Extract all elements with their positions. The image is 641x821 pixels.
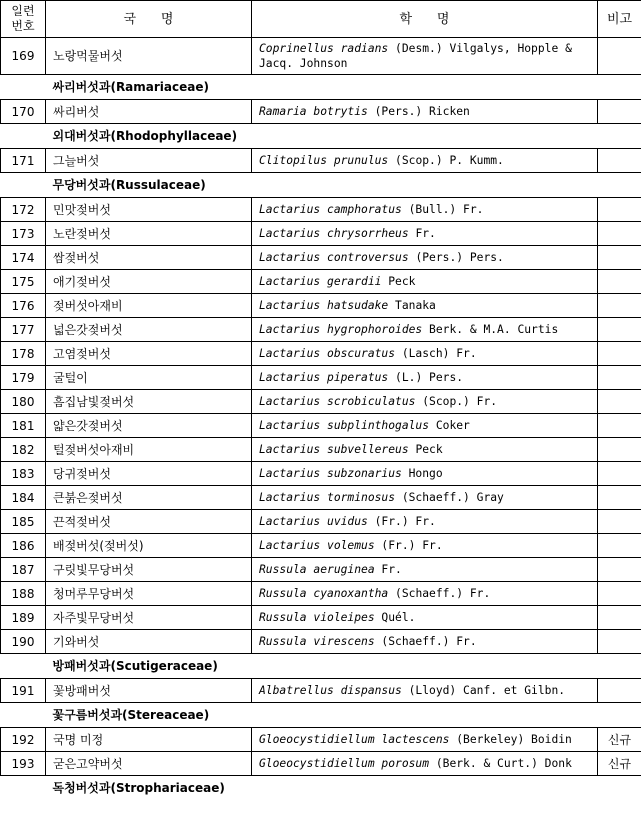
- family-heading-row: [1, 75, 641, 100]
- serial-number: 181: [1, 414, 46, 438]
- scientific-authority: (Berkeley) Boidin: [449, 733, 572, 746]
- scientific-authority: Peck: [408, 443, 443, 456]
- table-row: [1, 534, 641, 558]
- table-row: [1, 679, 641, 703]
- serial-number: 184: [1, 486, 46, 510]
- serial-number: 187: [1, 558, 46, 582]
- serial-number: 176: [1, 294, 46, 318]
- scientific-binomial: Lactarius volemus: [259, 539, 375, 552]
- scientific-binomial: Ramaria botrytis: [259, 105, 368, 118]
- serial-number: 188: [1, 582, 46, 606]
- serial-number: 175: [1, 270, 46, 294]
- table-row: [1, 294, 641, 318]
- serial-number: 180: [1, 390, 46, 414]
- korean-name: 구릿빛무당버섯: [46, 558, 252, 582]
- scientific-binomial: Lactarius subvellereus: [259, 443, 409, 456]
- serial-number: 191: [1, 679, 46, 703]
- scientific-binomial: Russula virescens: [259, 635, 375, 648]
- scientific-binomial: Clitopilus prunulus: [259, 154, 389, 167]
- family-name: 무당버섯과(Russulaceae): [52, 178, 206, 192]
- remarks: [598, 486, 641, 510]
- table-row: [1, 222, 641, 246]
- table-row: [1, 366, 641, 390]
- family-name: 방패버섯과(Scutigeraceae): [52, 659, 218, 673]
- family-heading-row: [1, 124, 641, 149]
- family-blank-cell: [1, 776, 46, 801]
- scientific-name: [252, 728, 598, 752]
- table-row: [1, 486, 641, 510]
- family-name: 싸리버섯과(Ramariaceae): [52, 80, 209, 94]
- family-heading-row: [1, 173, 641, 198]
- serial-number: 192: [1, 728, 46, 752]
- remarks: [598, 582, 641, 606]
- serial-number: 193: [1, 752, 46, 776]
- korean-name: 젖버섯아재비: [46, 294, 252, 318]
- scientific-binomial: Albatrellus dispansus: [259, 684, 402, 697]
- scientific-name: [252, 390, 598, 414]
- scientific-binomial: Lactarius subzonarius: [259, 467, 402, 480]
- remarks: [598, 462, 641, 486]
- korean-name: 고염젖버섯: [46, 342, 252, 366]
- scientific-name: [252, 246, 598, 270]
- table-row: [1, 438, 641, 462]
- scientific-name: [252, 222, 598, 246]
- scientific-name: [252, 630, 598, 654]
- scientific-binomial: Lactarius uvidus: [259, 515, 368, 528]
- scientific-name: [252, 38, 598, 75]
- remarks: [598, 222, 641, 246]
- table-row: [1, 198, 641, 222]
- scientific-authority: (Scop.) P. Kumm.: [388, 154, 504, 167]
- remarks: [598, 534, 641, 558]
- remarks: [598, 198, 641, 222]
- serial-number: 186: [1, 534, 46, 558]
- family-blank-cell: [1, 124, 46, 149]
- korean-name: 그늘버섯: [46, 149, 252, 173]
- remarks: [598, 606, 641, 630]
- scientific-authority: Tanaka: [388, 299, 436, 312]
- scientific-authority: (Fr.) Fr.: [374, 539, 443, 552]
- scientific-name: [252, 294, 598, 318]
- serial-number: 182: [1, 438, 46, 462]
- header-serial-line2: 번호: [11, 19, 35, 33]
- scientific-name: [252, 486, 598, 510]
- remarks: [598, 510, 641, 534]
- table-row: [1, 462, 641, 486]
- table-row: [1, 510, 641, 534]
- table-header-row: [1, 1, 641, 38]
- table-row: [1, 752, 641, 776]
- scientific-name: [252, 558, 598, 582]
- scientific-name: [252, 534, 598, 558]
- serial-number: 183: [1, 462, 46, 486]
- scientific-authority: Peck: [381, 275, 416, 288]
- scientific-authority: Hongo: [401, 467, 443, 480]
- scientific-name: [252, 414, 598, 438]
- scientific-authority: Fr.: [374, 563, 402, 576]
- scientific-authority: Berk. & M.A. Curtis: [422, 323, 559, 336]
- remarks: [598, 630, 641, 654]
- remarks: [598, 149, 641, 173]
- family-blank-cell: [1, 173, 46, 198]
- scientific-name: [252, 198, 598, 222]
- scientific-binomial: Gloeocystidiellum lactescens: [259, 733, 450, 746]
- table-row: [1, 606, 641, 630]
- scientific-authority: (Lloyd) Canf. et Gilbn.: [401, 684, 566, 697]
- korean-name: 끈적젖버섯: [46, 510, 252, 534]
- remarks: [598, 414, 641, 438]
- remarks: [598, 318, 641, 342]
- korean-name: 배젖버섯(젖버섯): [46, 534, 252, 558]
- scientific-name: [252, 438, 598, 462]
- scientific-authority: (L.) Pers.: [388, 371, 464, 384]
- scientific-authority: Fr.: [408, 227, 436, 240]
- korean-name: 꽃방패버섯: [46, 679, 252, 703]
- table-row: [1, 558, 641, 582]
- korean-name: 노란젖버섯: [46, 222, 252, 246]
- korean-name: 흠집남빛젖버섯: [46, 390, 252, 414]
- remarks: [598, 366, 641, 390]
- remarks: [598, 270, 641, 294]
- scientific-name: [252, 679, 598, 703]
- serial-number: 172: [1, 198, 46, 222]
- scientific-name: [252, 270, 598, 294]
- family-blank-cell: [1, 75, 46, 100]
- scientific-authority: (Desm.) Vilgalys, Hopple & Jacq. Johnson: [259, 42, 579, 70]
- korean-name: 자주빛무당버섯: [46, 606, 252, 630]
- scientific-authority: Coker: [429, 419, 470, 432]
- korean-name: 노랑먹물버섯: [46, 38, 252, 75]
- scientific-binomial: Lactarius hatsudake: [259, 299, 389, 312]
- korean-name: 굴털이: [46, 366, 252, 390]
- remarks: [598, 342, 641, 366]
- serial-number: 190: [1, 630, 46, 654]
- scientific-name: [252, 582, 598, 606]
- scientific-binomial: Russula cyanoxantha: [259, 587, 389, 600]
- family-blank-cell: [1, 654, 46, 679]
- serial-number: 174: [1, 246, 46, 270]
- family-blank-cell: [1, 703, 46, 728]
- table-row: [1, 270, 641, 294]
- serial-number: 169: [1, 38, 46, 75]
- scientific-name: [252, 366, 598, 390]
- korean-name: 넓은갓젖버섯: [46, 318, 252, 342]
- serial-number: 173: [1, 222, 46, 246]
- korean-name: 굳은고약버섯: [46, 752, 252, 776]
- scientific-authority: (Fr.) Fr.: [367, 515, 436, 528]
- scientific-name: [252, 318, 598, 342]
- scientific-authority: (Schaeff.) Gray: [395, 491, 504, 504]
- serial-number: 170: [1, 100, 46, 124]
- scientific-authority: (Pers.) Pers.: [408, 251, 504, 264]
- scientific-authority: Quél.: [374, 611, 416, 624]
- scientific-binomial: Russula aeruginea: [259, 563, 375, 576]
- scientific-authority: (Berk. & Curt.) Donk: [429, 757, 572, 770]
- serial-number: 171: [1, 149, 46, 173]
- table-row: [1, 246, 641, 270]
- scientific-name: [252, 342, 598, 366]
- remarks: [598, 679, 641, 703]
- scientific-authority: (Scop.) Fr.: [415, 395, 498, 408]
- korean-name: 얇은갓젖버섯: [46, 414, 252, 438]
- scientific-binomial: Lactarius piperatus: [259, 371, 389, 384]
- remarks: [598, 558, 641, 582]
- scientific-name: [252, 462, 598, 486]
- scientific-binomial: Coprinellus radians: [259, 42, 389, 55]
- scientific-binomial: Gloeocystidiellum porosum: [259, 757, 430, 770]
- serial-number: 178: [1, 342, 46, 366]
- table-row: [1, 630, 641, 654]
- korean-name: 국명 미정: [46, 728, 252, 752]
- korean-name: 청머루무당버섯: [46, 582, 252, 606]
- header-remarks: 비고: [598, 1, 641, 38]
- header-scientific-name: 학 명: [252, 1, 598, 38]
- scientific-binomial: Lactarius obscuratus: [259, 347, 396, 360]
- scientific-binomial: Russula violeipes: [259, 611, 375, 624]
- korean-name: 쌈젖버섯: [46, 246, 252, 270]
- remarks: 신규: [598, 728, 641, 752]
- scientific-binomial: Lactarius chrysorrheus: [259, 227, 409, 240]
- scientific-authority: (Lasch) Fr.: [395, 347, 477, 360]
- remarks: [598, 100, 641, 124]
- table-row: [1, 728, 641, 752]
- table-row: [1, 390, 641, 414]
- scientific-name: [252, 149, 598, 173]
- family-heading-row: [1, 776, 641, 801]
- serial-number: 177: [1, 318, 46, 342]
- table-row: [1, 414, 641, 438]
- korean-name: 민맛젖버섯: [46, 198, 252, 222]
- family-name: 독청버섯과(Strophariaceae): [52, 781, 225, 795]
- scientific-binomial: Lactarius scrobiculatus: [259, 395, 416, 408]
- family-name: 외대버섯과(Rhodophyllaceae): [52, 129, 238, 143]
- scientific-name: [252, 606, 598, 630]
- remarks: [598, 246, 641, 270]
- serial-number: 185: [1, 510, 46, 534]
- korean-name: 큰붉은젖버섯: [46, 486, 252, 510]
- korean-name: 기와버섯: [46, 630, 252, 654]
- table-row: [1, 149, 641, 173]
- family-heading-row: [1, 654, 641, 679]
- scientific-authority: (Schaeff.) Fr.: [374, 635, 477, 648]
- family-name: 꽃구름버섯과(Stereaceae): [52, 708, 210, 722]
- scientific-binomial: Lactarius camphoratus: [259, 203, 402, 216]
- scientific-binomial: Lactarius hygrophoroides: [259, 323, 423, 336]
- header-serial-number: [1, 1, 46, 38]
- table-row: [1, 38, 641, 75]
- korean-name: 싸리버섯: [46, 100, 252, 124]
- scientific-binomial: Lactarius gerardii: [259, 275, 382, 288]
- serial-number: 179: [1, 366, 46, 390]
- scientific-name: [252, 100, 598, 124]
- scientific-name: [252, 510, 598, 534]
- korean-name: 털젖버섯아재비: [46, 438, 252, 462]
- scientific-name: [252, 752, 598, 776]
- remarks: 신규: [598, 752, 641, 776]
- scientific-authority: (Schaeff.) Fr.: [388, 587, 491, 600]
- remarks: [598, 390, 641, 414]
- korean-name: 애기젖버섯: [46, 270, 252, 294]
- scientific-authority: (Pers.) Ricken: [367, 105, 470, 118]
- remarks: [598, 38, 641, 75]
- serial-number: 189: [1, 606, 46, 630]
- table-row: [1, 582, 641, 606]
- table-row: [1, 342, 641, 366]
- korean-name: 당귀젖버섯: [46, 462, 252, 486]
- remarks: [598, 294, 641, 318]
- family-heading-row: [1, 703, 641, 728]
- header-serial-line1: 일련: [11, 4, 35, 18]
- scientific-binomial: Lactarius controversus: [259, 251, 409, 264]
- remarks: [598, 438, 641, 462]
- table-row: [1, 318, 641, 342]
- scientific-binomial: Lactarius torminosus: [259, 491, 396, 504]
- table-row: [1, 100, 641, 124]
- header-korean-name: 국 명: [46, 1, 252, 38]
- scientific-authority: (Bull.) Fr.: [401, 203, 484, 216]
- scientific-binomial: Lactarius subplinthogalus: [259, 419, 430, 432]
